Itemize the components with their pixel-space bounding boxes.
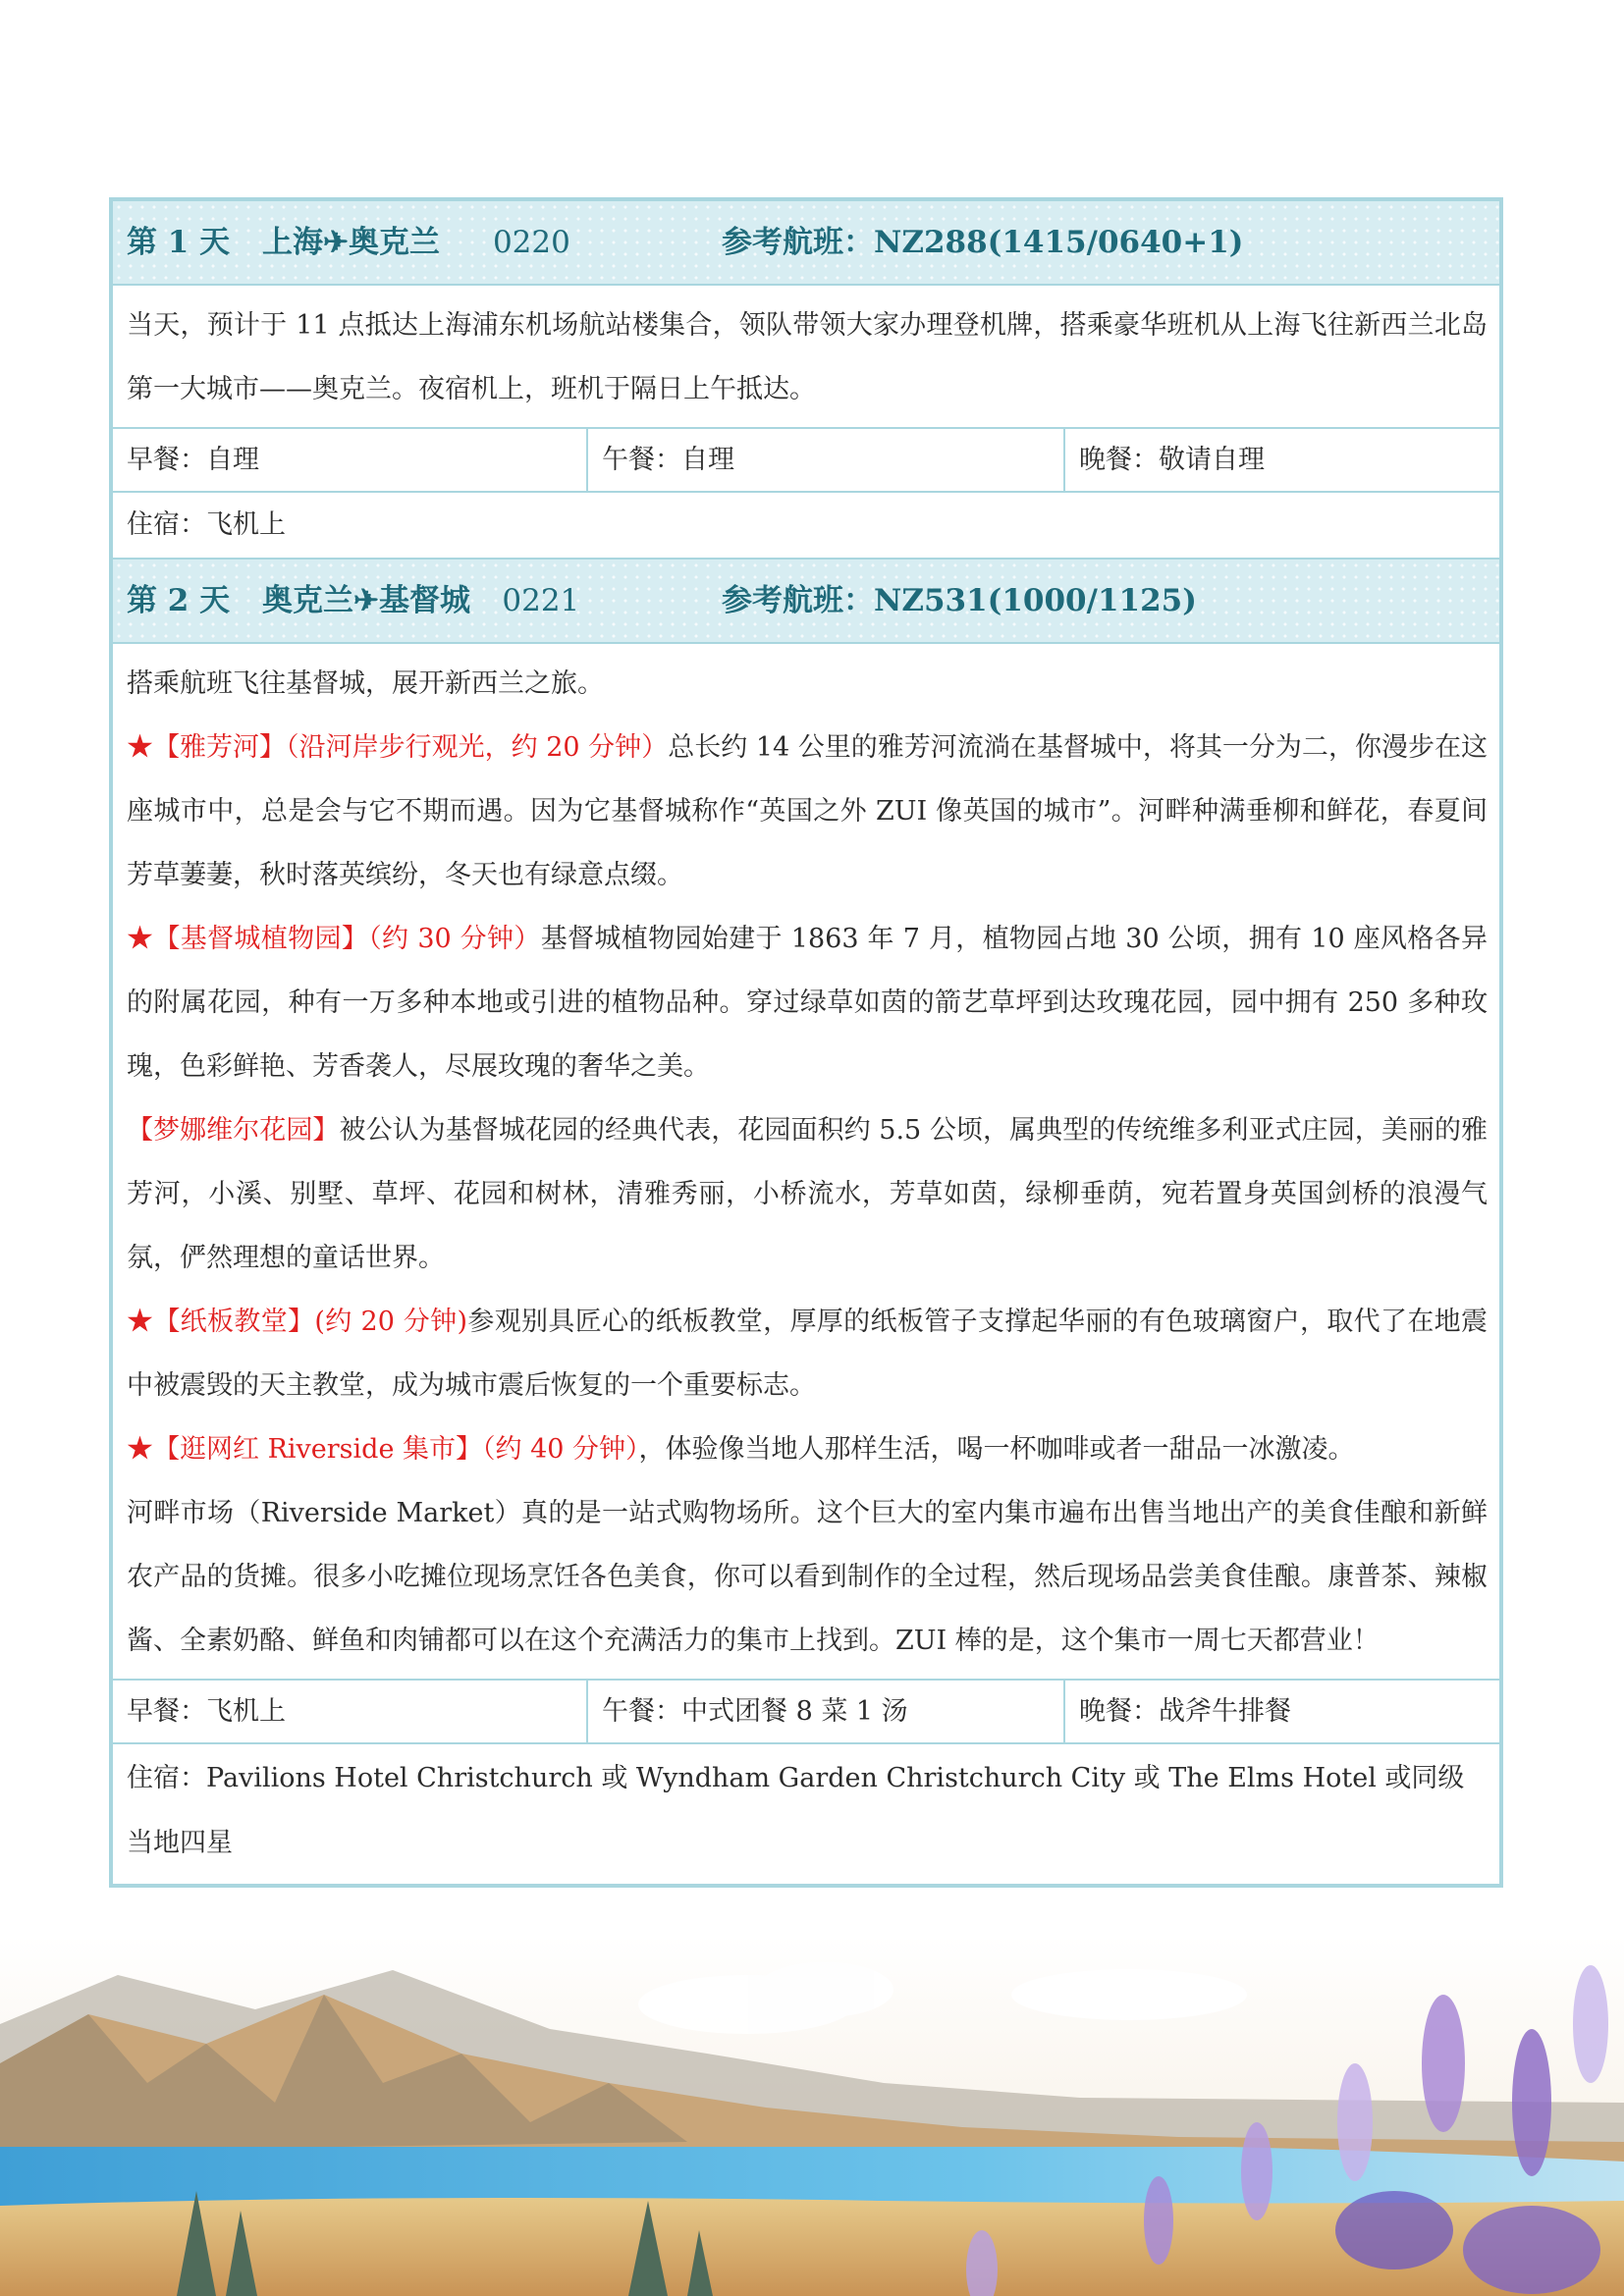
day-2-flight: 参考航班：NZ531(1000/1125) [722, 583, 1197, 618]
day-2-route [262, 560, 579, 642]
day-1-date: 0220 [492, 225, 570, 260]
day-1-dinner: 晚餐：敬请自理 [1063, 429, 1499, 491]
attraction-title: ★【雅芳河】（沿河岸步行观光，约 20 分钟） [127, 732, 669, 763]
day-2-header [113, 560, 1499, 644]
day-2-route-text: 奥克兰✈基督城 [262, 583, 470, 618]
day-1-breakfast: 早餐：自理 [127, 445, 259, 475]
itinerary-table [109, 197, 1503, 1888]
day-2-lunch: 午餐：中式团餐 8 菜 1 汤 [586, 1681, 1063, 1742]
attraction-cardboard-cathedral [127, 1290, 1488, 1417]
day-2-dinner: 晚餐：战斧牛排餐 [1063, 1681, 1499, 1742]
attraction-title: ★【纸板教堂】(约 20 分钟) [127, 1307, 468, 1337]
day-1-route-text: 上海✈奥克兰 [262, 225, 440, 260]
day-1-meals-row [113, 429, 1499, 493]
day-2-meals-row [113, 1681, 1499, 1744]
attraction-title: ★【基督城植物园】（约 30 分钟） [127, 924, 541, 954]
day-2-date: 0221 [502, 583, 580, 618]
attraction-riverside-market [127, 1417, 1488, 1481]
day-2-description-cell [113, 644, 1499, 1681]
day-2-intro: 搭乘航班飞往基督城，展开新西兰之旅。 [127, 668, 604, 699]
attraction-text: 被公认为基督城花园的经典代表，花园面积约 5.5 公顷，属典型的传统维多利亚式庄园，美丽的雅芳河，小溪、别墅、草坪、花园和树林，清雅秀丽，小桥流水，芳草如茵，绿柳垂荫，宛若置身英国剑桥的浪漫气氛，俨然理想的童话世界。 [127, 1115, 1488, 1273]
landscape-illustration [0, 1936, 1624, 2296]
attraction-text: 参观别具匠心的纸板教堂，厚厚的纸板管子支撑起华丽的有色玻璃窗户，取代了在地震中被震毁的天主教堂，成为城市震后恢复的一个重要标志。 [127, 1307, 1488, 1401]
day-2-breakfast: 早餐：飞机上 [127, 1696, 286, 1727]
day-1-flight: 参考航班：NZ288(1415/0640+1) [722, 225, 1244, 260]
market-description: 河畔市场（Riverside Market）真的是一站式购物场所。这个巨大的室内集市遍布出售当地出产的美食佳酿和新鲜农产品的货摊。很多小吃摊位现场烹饪各色美食，你可以看到制作的全过程，然后现场品尝美食佳酿。康普茶、辣椒酱、全素奶酪、鲜鱼和肉铺都可以在这个充满活力的集市上找到。ZUI 棒的是，这个集市一周七天都营业！ [127, 1498, 1488, 1656]
day-2-label: 第 2 天 [127, 583, 231, 618]
day-2-hotel: 住宿：Pavilions Hotel Christchurch 或 Wyndham Garden Christchurch City 或 The Elms Hotel 或同级当地四星 [127, 1763, 1465, 1858]
attraction-text: 总长约 14 公里的雅芳河流淌在基督城中，将其一分为二，你漫步在这座城市中，总是会与它不期而遇。因为它基督城称作“英国之外 ZUI 像英国的城市”。河畔种满垂柳和鲜花，春夏间芳草萋萋，秋时落英缤纷，冬天也有绿意点缀。 [127, 732, 1488, 890]
attraction-mona-vale [127, 1098, 1488, 1290]
attraction-botanic-gardens [127, 907, 1488, 1098]
attraction-title: 【梦娜维尔花园】 [127, 1115, 340, 1146]
attraction-title: ★【逛网红 Riverside 集市】（约 40 分钟） [127, 1434, 639, 1465]
day-1-description: 当天，预计于 11 点抵达上海浦东机场航站楼集合，领队带领大家办理登机牌，搭乘豪华班机从上海飞往新西兰北岛第一大城市——奥克兰。夜宿机上，班机于隔日上午抵达。 [127, 310, 1488, 404]
day-1-label: 第 1 天 [127, 225, 231, 260]
day-1-route [262, 201, 570, 284]
day-1-lunch: 午餐：自理 [586, 429, 1063, 491]
day-1-description-cell [113, 286, 1499, 429]
attraction-text: 基督城植物园始建于 1863 年 7 月，植物园占地 30 公顷，拥有 10 座风格各异的附属花园，种有一万多种本地或引进的植物品种。穿过绿草如茵的箭艺草坪到达玫瑰花园，园中拥有 250 多种玫瑰，色彩鲜艳、芳香袭人，尽展玫瑰的奢华之美。 [127, 924, 1488, 1082]
attraction-text: ，体验像当地人那样生活，喝一杯咖啡或者一甜品一冰激凌。 [638, 1434, 1355, 1465]
day-1-hotel: 住宿：飞机上 [113, 493, 1499, 560]
attraction-avon-river [127, 716, 1488, 907]
day-1-header [113, 201, 1499, 286]
